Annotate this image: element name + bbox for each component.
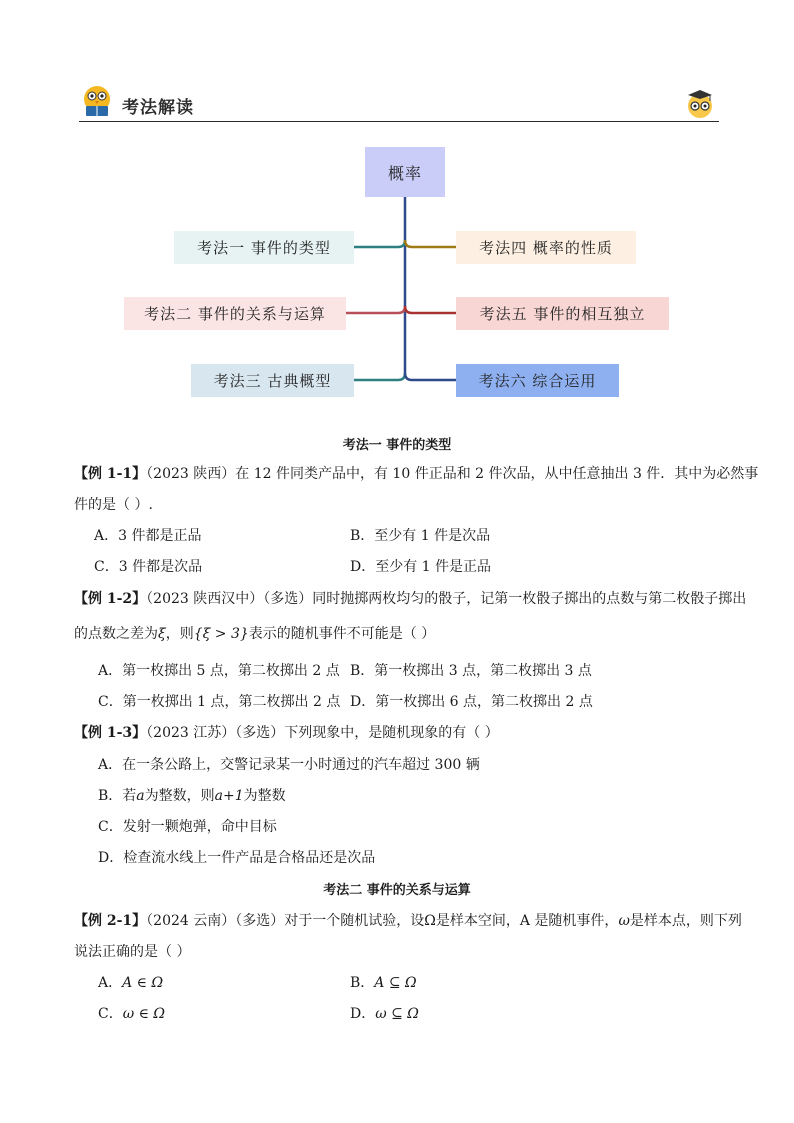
example-source: （2023 陕西）	[146, 466, 236, 482]
option-b: B．至少有 1 件是次品	[350, 528, 491, 544]
math-w: ω	[618, 913, 630, 929]
example-text: ，则	[165, 626, 194, 642]
example-text: 对于一个随机试验，设	[284, 913, 425, 929]
mindmap-node-left-3: 考法三 古典概型	[191, 364, 354, 397]
math-a-plus-1: a+1	[214, 788, 244, 804]
option-text: 为整数	[243, 788, 286, 804]
example-source: （2024 云南）（多选）	[146, 913, 285, 929]
mindmap-node-right-2: 考法五 事件的相互独立	[456, 297, 669, 330]
option-b	[98, 786, 286, 806]
example-2-1-line1	[74, 911, 742, 931]
example-1-1-line2: 件的是（ ）.	[74, 497, 153, 513]
option-text: 为整数，则	[144, 788, 215, 804]
option-text: B．若	[98, 788, 137, 804]
math-set: {ξ > 3}	[193, 626, 249, 642]
option-d	[350, 1004, 419, 1024]
option-c: C．第一枚掷出 1 点，第二枚掷出 2 点	[98, 694, 341, 710]
mindmap-node-left-2: 考法二 事件的关系与运算	[124, 297, 346, 330]
example-text: 是样本点，则下列	[629, 913, 742, 929]
math-option: A ∈ Ω	[122, 975, 164, 991]
example-label: 【例 1-2】	[74, 591, 147, 607]
math-option: ω ⊆ Ω	[375, 1006, 419, 1022]
example-text: 下列现象中，是随机现象的有（ ）	[284, 725, 499, 741]
header-title: 考法解读	[122, 98, 194, 118]
option-d: D．至少有 1 件是正品	[350, 559, 492, 575]
math-xi: ξ	[158, 626, 166, 642]
section-1-title: 考法一 事件的类型	[342, 438, 452, 453]
example-text: 是样本空间，A 是随机事件，	[435, 913, 619, 929]
option-d: D．第一枚掷出 6 点，第二枚掷出 2 点	[350, 694, 593, 710]
example-text: 在 12 件同类产品中，有 10 件正品和 2 件次品，从中任意抽出 3 件．其中为必然事	[235, 466, 759, 482]
mindmap-connectors	[0, 0, 794, 420]
example-label: 【例 1-1】	[74, 466, 147, 482]
section-2-title: 考法二 事件的关系与运算	[323, 883, 471, 898]
example-text: 的点数之差为	[74, 626, 158, 642]
option-label: C．	[98, 1006, 123, 1022]
option-label: A．	[98, 975, 123, 991]
option-c	[98, 1004, 165, 1024]
option-a: A．3 件都是正品	[94, 528, 202, 544]
option-a: A．第一枚掷出 5 点，第二枚掷出 2 点	[98, 663, 340, 679]
option-a: A．在一条公路上，交警记录某一小时通过的汽车超过 300 辆	[98, 757, 480, 773]
example-1-1-line1	[74, 464, 758, 484]
example-source: （2023 江苏）（多选）	[146, 725, 285, 741]
example-1-2-line1	[74, 589, 746, 609]
option-label: D．	[350, 1006, 376, 1022]
example-2-1-line2: 说法正确的是（ ）	[74, 944, 191, 960]
mindmap-node-right-3: 考法六 综合运用	[456, 364, 619, 397]
mindmap-node-left-1: 考法一 事件的类型	[174, 231, 354, 264]
option-a	[98, 973, 163, 993]
math-omega: Ω	[424, 913, 436, 929]
math-option: ω ∈ Ω	[122, 1006, 166, 1022]
mindmap-root: 概率	[365, 147, 445, 197]
math-a: a	[136, 788, 145, 804]
example-source: （2023 陕西汉中）（多选）	[146, 591, 313, 607]
example-text: 表示的随机事件不可能是（ ）	[248, 626, 436, 642]
math-option: A ⊆ Ω	[374, 975, 417, 991]
option-c: C．3 件都是次品	[94, 559, 203, 575]
option-b	[350, 973, 417, 993]
mindmap-node-right-1: 考法四 概率的性质	[456, 231, 636, 264]
example-label: 【例 1-3】	[74, 725, 147, 741]
option-d: D．检查流水线上一件产品是合格品还是次品	[98, 850, 376, 866]
example-text: 同时抛掷两枚均匀的骰子，记第一枚骰子掷出的点数与第二枚骰子掷出	[312, 591, 747, 607]
option-label: B．	[350, 975, 375, 991]
example-1-2-line2	[74, 624, 435, 644]
option-c: C．发射一颗炮弹，命中目标	[98, 819, 277, 835]
example-label: 【例 2-1】	[74, 913, 147, 929]
option-b: B．第一枚掷出 3 点，第二枚掷出 3 点	[350, 663, 592, 679]
example-1-3-line1	[74, 723, 499, 743]
